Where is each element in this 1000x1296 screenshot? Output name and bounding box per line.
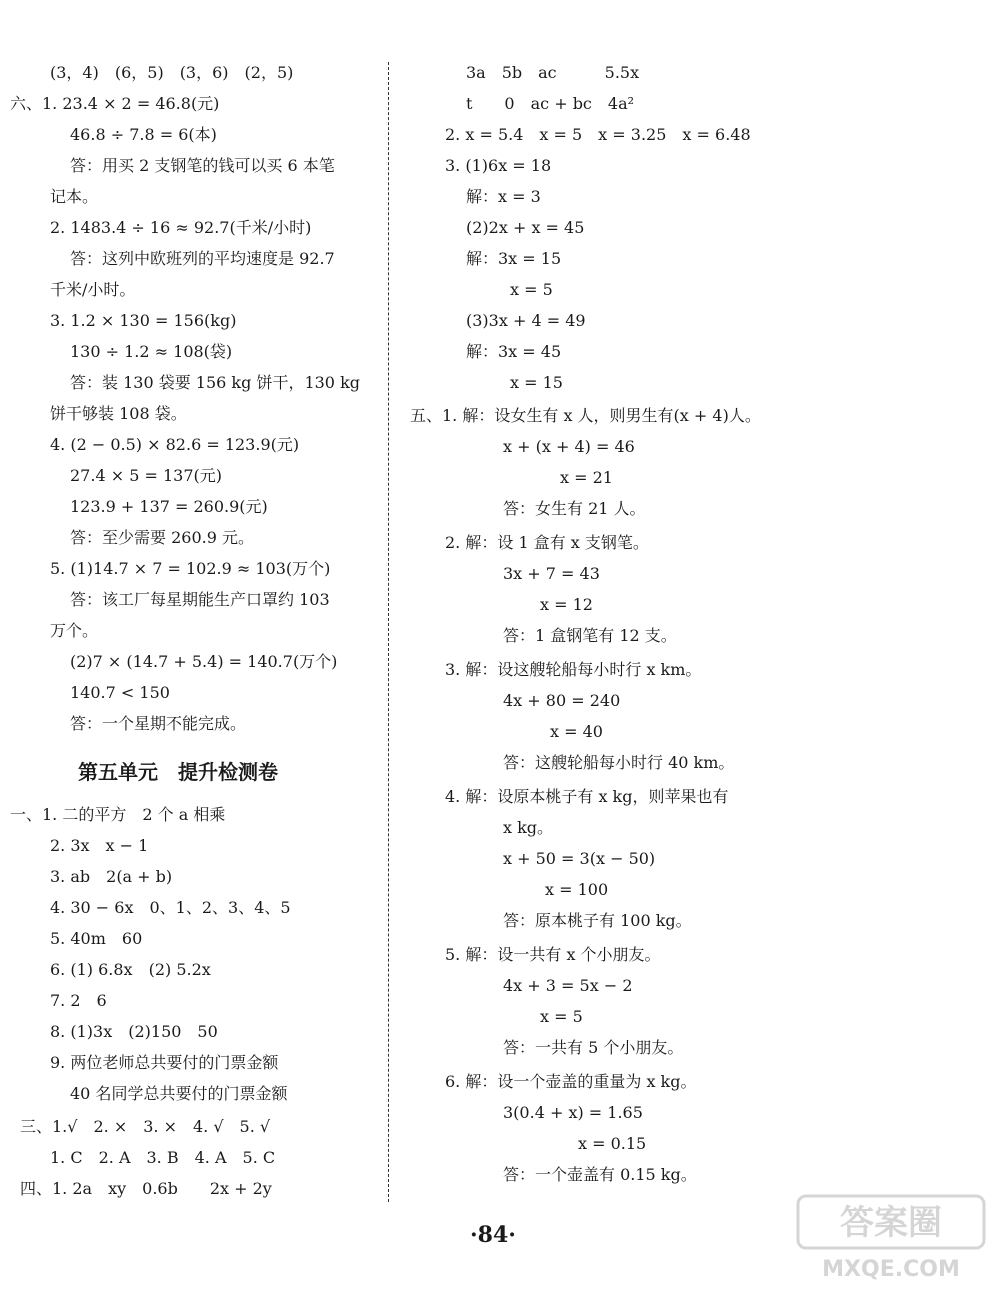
text-line: 答：用买 2 支钢笔的钱可以买 6 本笔 <box>70 156 335 175</box>
text-line: 一、1. 二的平方 2 个 a 相乘 <box>10 805 226 824</box>
text-line: x + (x + 4) = 46 <box>503 437 635 456</box>
text-line: 7. 2 6 <box>50 991 107 1010</box>
text-line: 27.4 × 5 = 137(元) <box>70 466 222 485</box>
text-line: 四、1. 2a xy 0.6b 2x + 2y <box>20 1179 272 1198</box>
text-line: 答：一共有 5 个小朋友。 <box>503 1038 684 1057</box>
column-divider <box>388 62 389 1202</box>
text-line: 3. 解：设这艘轮船每小时行 x km。 <box>445 660 702 679</box>
text-line: 3a 5b ac 5.5x <box>466 63 640 82</box>
text-line: 2. 解：设 1 盒有 x 支钢笔。 <box>445 533 649 552</box>
text-line: 123.9 + 137 = 260.9(元) <box>70 497 268 516</box>
text-line: 130 ÷ 1.2 ≈ 108(袋) <box>70 342 233 361</box>
text-line: x = 40 <box>550 722 603 741</box>
text-line: 解：3x = 45 <box>466 342 562 361</box>
text-line: 4. (2 − 0.5) × 82.6 = 123.9(元) <box>50 435 300 454</box>
page-number: ·84· <box>470 1222 516 1248</box>
text-line: x = 12 <box>540 595 593 614</box>
text-line: 3(0.4 + x) = 1.65 <box>503 1103 643 1122</box>
text-line: 3. ab 2(a + b) <box>50 867 173 886</box>
text-line: 解：x = 3 <box>466 187 541 206</box>
text-line: 三、1.√ 2. × 3. × 4. √ 5. √ <box>20 1117 271 1136</box>
text-line: (3)3x + 4 = 49 <box>466 311 586 330</box>
text-line: 5. (1)14.7 × 7 = 102.9 ≈ 103(万个) <box>50 559 331 578</box>
text-line: x + 50 = 3(x − 50) <box>503 849 656 868</box>
text-line: 4x + 3 = 5x − 2 <box>503 976 633 995</box>
text-line: 五、1. 解：设女生有 x 人，则男生有(x + 4)人。 <box>410 406 761 425</box>
watermark-bottom: MXQE.COM <box>822 1257 960 1282</box>
text-line: 2. x = 5.4 x = 5 x = 3.25 x = 6.48 <box>445 125 751 144</box>
text-line: 40 名同学总共要付的门票金额 <box>70 1084 288 1103</box>
text-line: 答：一个星期不能完成。 <box>70 714 247 733</box>
text-line: 1. C 2. A 3. B 4. A 5. C <box>50 1148 276 1167</box>
text-line: x = 100 <box>545 880 609 899</box>
text-line: 4x + 80 = 240 <box>503 691 621 710</box>
text-line: 2. 3x x − 1 <box>50 836 149 855</box>
text-line: 5. 40m 60 <box>50 929 143 948</box>
text-line: 千米/小时。 <box>50 280 136 299</box>
text-line: x = 5 <box>510 280 553 299</box>
watermark-top: 答案圈 <box>840 1203 942 1243</box>
text-line: 46.8 ÷ 7.8 = 6(本) <box>70 125 217 144</box>
text-line: 4. 30 − 6x 0、1、2、3、4、5 <box>50 898 291 917</box>
text-line: 2. 1483.4 ÷ 16 ≈ 92.7(千米/小时) <box>50 218 312 237</box>
watermark-logo <box>796 1194 986 1284</box>
text-line: 6. 解：设一个壶盖的重量为 x kg。 <box>445 1072 697 1091</box>
text-line: 答：原本桃子有 100 kg。 <box>503 911 692 930</box>
text-line: 3. (1)6x = 18 <box>445 156 552 175</box>
text-line: 答：至少需要 260.9 元。 <box>70 528 254 547</box>
text-line: 5. 解：设一共有 x 个小朋友。 <box>445 945 661 964</box>
text-line: 答：这列中欧班列的平均速度是 92.7 <box>70 249 335 268</box>
text-line: 8. (1)3x (2)150 50 <box>50 1022 218 1041</box>
text-line: 万个。 <box>50 621 99 640</box>
text-line: 解：3x = 15 <box>466 249 562 268</box>
text-line: 9. 两位老师总共要付的门票金额 <box>50 1053 279 1072</box>
text-line: (3，4) (6，5) (3，6) (2，5) <box>50 63 294 82</box>
text-line: x = 5 <box>540 1007 583 1026</box>
text-line: 六、1. 23.4 × 2 = 46.8(元) <box>10 94 220 113</box>
text-line: x = 0.15 <box>578 1134 647 1153</box>
text-line: 3. 1.2 × 130 = 156(kg) <box>50 311 237 330</box>
text-line: x kg。 <box>503 818 554 837</box>
text-line: 6. (1) 6.8x (2) 5.2x <box>50 960 211 979</box>
text-line: 答：该工厂每星期能生产口罩约 103 <box>70 590 330 609</box>
text-line: (2)2x + x = 45 <box>466 218 585 237</box>
text-line: 答：1 盒钢笔有 12 支。 <box>503 626 677 645</box>
text-line: 记本。 <box>50 187 99 206</box>
text-line: 答：一个壶盖有 0.15 kg。 <box>503 1165 697 1184</box>
text-line: x = 15 <box>510 373 563 392</box>
text-line: 答：这艘轮船每小时行 40 km。 <box>503 753 735 772</box>
text-line: (2)7 × (14.7 + 5.4) = 140.7(万个) <box>70 652 338 671</box>
section-heading: 第五单元 提升检测卷 <box>78 760 278 784</box>
text-line: 饼干够装 108 袋。 <box>50 404 187 423</box>
text-line: 3x + 7 = 43 <box>503 564 600 583</box>
text-line: 答：装 130 袋要 156 kg 饼干，130 kg <box>70 373 361 392</box>
text-line: 4. 解：设原本桃子有 x kg，则苹果也有 <box>445 787 729 806</box>
text-line: 140.7 < 150 <box>70 683 170 702</box>
text-line: 答：女生有 21 人。 <box>503 499 646 518</box>
text-line: t 0 ac + bc 4a² <box>466 94 635 113</box>
text-line: x = 21 <box>560 468 613 487</box>
